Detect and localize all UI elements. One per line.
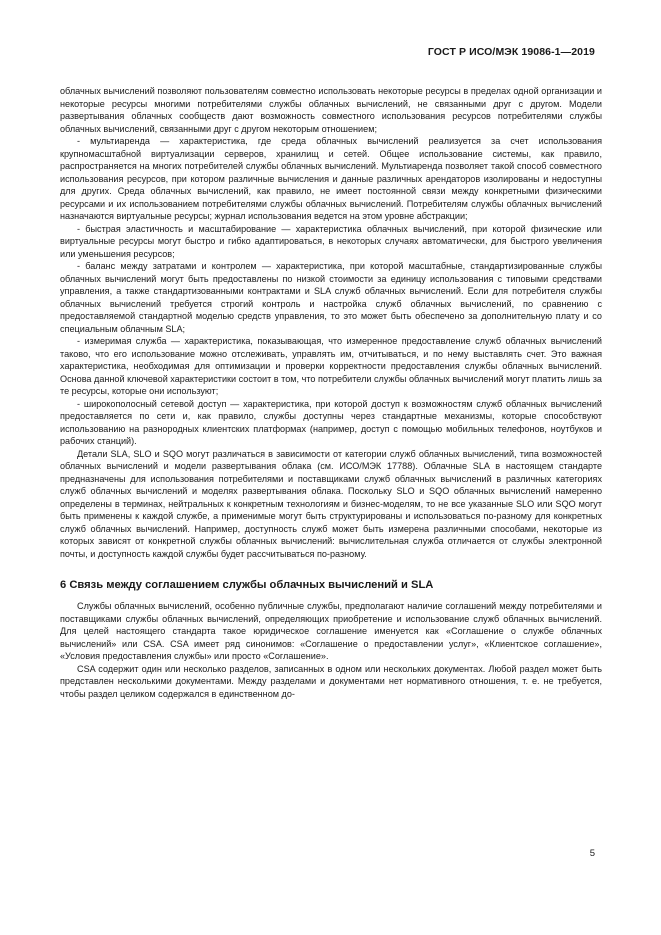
list-item-rapid-elasticity: - быстрая эластичность и масштабирование — характеристика облачных вычислений, при которой физические или виртуальные ресурсы могут быстро и гибко адаптироваться, в некоторых случаях автоматически, для быстрого увеличения или уменьшения ресурсов; [60, 223, 602, 259]
paragraph-sla-details: Детали SLA, SLO и SQO могут различаться в зависимости от категории служб облачных вычислений, типа возможностей облачных вычислений и модели развертывания облака (см. ИСО/МЭК 17788). Облачные SLA в настоящем стандарте предназначены для использования потребителями и поставщиками служб облачных вычислений в различных категориях служб облачных вычислений и моделях развертывания облака. Поскольку SLO и SQO облачных вычислений намеренно определены в терминах, нейтральных к конкретным технологиям и бизнес-моделям, то не все указанные SLO или SQO могут быть применены к каждой службе, а применимые могут быть структурированы и использоваться по-разному для конкретных служб облачных вычислений. Например, доступность служб может быть измерена различными способами, некоторые из которых зависят от конкретной службы облачных вычислений: вычислительная служба отличается от службы электронной почты, и доступность каждой службы будет рассчитываться по-разному. [60, 448, 602, 559]
paragraph-continuation: облачных вычислений позволяют пользователям совместно использовать некоторые ресурсы в пределах одной организации и некоторые ресурсы многими потребителями службы облачных вычислений, не связанными друг с другом. Модели развертывания облачных сообществ дают возможность совместного использования ресурсов потребителями службы облачных вычислений, связанными друг с другом некоторым отношением; [60, 86, 602, 134]
standard-designation: ГОСТ Р ИСО/МЭК 19086-1—2019 [427, 46, 595, 58]
list-item-multitenancy: - мультиаренда — характеристика, где среда облачных вычислений реализуется за счет использования крупномасштабной виртуализации серверов, хранилищ и сетей. Общее использование системы, как правило, распространяется на многих потребителей службы облачных вычислений. Мультиаренда позволяет такой способ совместного использования ресурсов, при котором различные вычисления и данные различных арендаторов изолированы и недоступны для других. Среда облачных вычислений, как правило, не имеет постоянной связи между конкретными физическими ресурсами и их использованием потребителями службы облачных вычислений. Потребителям службы облачных вычислений назначаются виртуальные ресурсы; журнал использования ведется на этом уровне абстракции; [60, 136, 602, 221]
page-number: 5 [589, 848, 595, 859]
paragraph-csa-definition: Службы облачных вычислений, особенно публичные службы, предполагают наличие соглашений между потребителями и поставщиками службы облачных вычислений, определяющих приобретение и использование служб облачных вычислений. Для целей настоящего стандарта такое юридическое соглашение именуется как «Соглашение о службе облачных вычислений» или CSA. CSA имеет ряд синонимов: «Соглашение о предоставлении услуг», «Клиентское соглашение», «Условия предоставления службы» или просто «Соглашение». [60, 601, 602, 661]
list-item-cost-control-balance: - баланс между затратами и контролем — характеристика, при которой масштабные, стандартизированные службы облачных вычислений могут быть предоставлены по низкой стоимости за единицу использования с типовыми средствами управления, а также стандартизованными контрактами и SLA служб облачных вычислений. Если для потребителя службы облачных вычислений требуется строгий контроль и настройка служб облачных вычислений, по сравнению с предоставляемой стандартной моделью средств управления, то это может быть обеспечено за дополнительную плату и со специальным облачным SLA; [60, 261, 602, 334]
section-heading: 6 Связь между соглашением службы облачных вычислений и SLA [60, 579, 434, 591]
page-body [60, 85, 602, 700]
paragraph-csa-sections: CSA содержит один или несколько разделов, записанных в одном или нескольких документах. Любой раздел может быть представлен несколькими документами. Между разделами и документами нет нормативного отношения, т. е. не требуется, чтобы раздел целиком содержался в единственном до- [60, 663, 602, 699]
list-item-measured-service: - измеримая служба — характеристика, показывающая, что измеренное предоставление служб облачных вычислений таково, что его использование можно отслеживать, управлять им, отчитываться, и по нему выставлять счет. Это важная характеристика, необходимая для оптимизации и проверки корректности предоставления службы облачных вычислений. Основа данной ключевой характеристики состоит в том, что потребители службы облачных вычислений могут платить лишь за те ресурсы, которые они используют; [60, 336, 602, 396]
list-item-broad-network-access: - широкополосный сетевой доступ — характеристика, при которой доступ к возможностям служб облачных вычислений предоставляется по сети и, как правило, службы доступны через стандартные механизмы, которые способствуют использованию на разнородных клиентских платформах (например, доступ с помощью мобильных телефонов, ноутбуков и рабочих станций). [60, 398, 602, 446]
